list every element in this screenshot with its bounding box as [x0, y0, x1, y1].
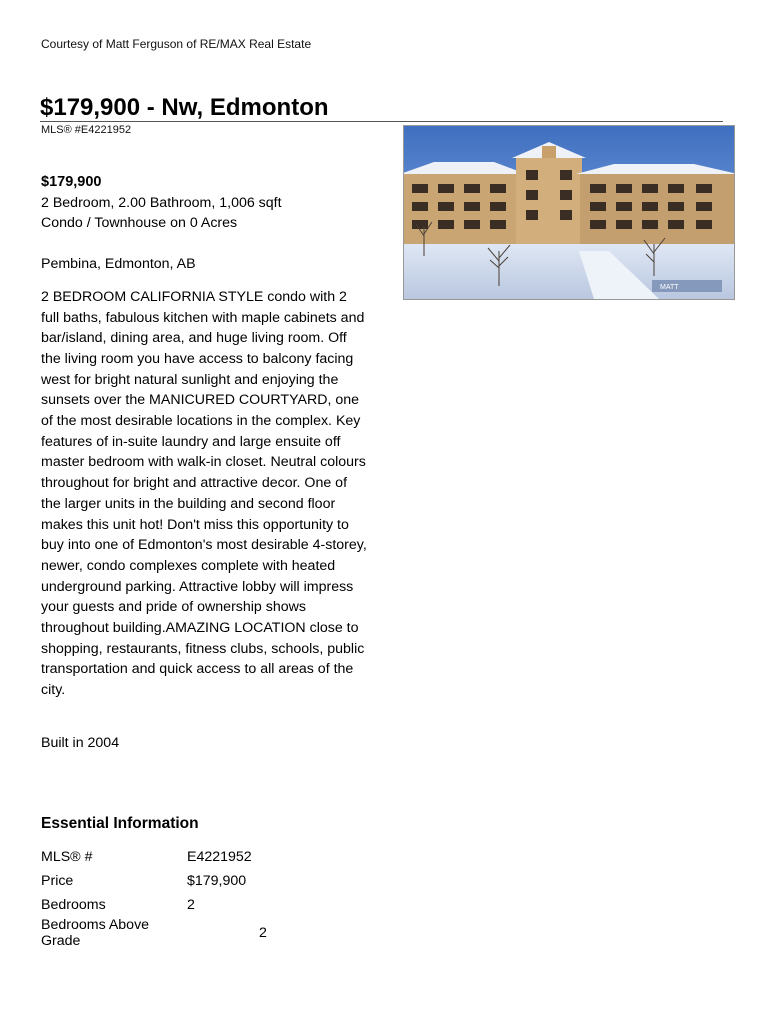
listing-summary — [41, 172, 371, 754]
property-photo — [403, 125, 735, 300]
info-key: Bedrooms Above Grade — [41, 917, 150, 949]
info-key: MLS® # — [41, 849, 93, 865]
condo-building-image — [404, 126, 734, 299]
mls-number: MLS® #E4221952 — [41, 124, 132, 136]
info-value: 2 — [187, 897, 195, 913]
photo-watermark: MATT — [660, 284, 679, 291]
essential-info-table — [41, 845, 267, 949]
table-row — [41, 893, 267, 917]
info-value: 2 — [259, 925, 267, 941]
info-key: Bedrooms — [41, 897, 106, 913]
table-row — [41, 845, 267, 869]
listing-location: Pembina, Edmonton, AB — [41, 256, 196, 273]
listing-type: Condo / Townhouse on 0 Acres — [41, 215, 238, 232]
table-row — [41, 869, 267, 893]
built-year: Built in 2004 — [41, 734, 120, 751]
table-row — [41, 917, 267, 949]
listing-description: 2 BEDROOM CALIFORNIA STYLE condo with 2 full baths, fabulous kitchen with maple cabinets and bar/island, dining area, and huge living room. Off the living room you have access to balcony facing west for bright natural sunlight and enjoying the sunsets over the MANICURED COURTYARD, one of the most desirable locations in the complex. Key features of in-suite laundry and large ensuite off master bedroom with walk-in closet. Neutral colours throughout for bright and attractive decor. One of the larger units in the building and second floor makes this unit hot! Don't miss this opportunity to buy into one of Edmonton's most desirable 4-storey, newer, condo complexes complete with heated underground parking. Attractive lobby will impress your guests and pride of ownership shows throughout building.AMAZING LOCATION close to shopping, restaurants, fitness clubs, schools, public transportation and quick access to all areas of the city. — [41, 288, 367, 699]
essential-info-heading: Essential Information — [41, 815, 199, 832]
listing-price: $179,900 — [41, 174, 102, 190]
listing-title: $179,900 - Nw, Edmonton — [40, 94, 329, 121]
courtesy-line: Courtesy of Matt Ferguson of RE/MAX Real Estate — [41, 37, 312, 51]
listing-specs: 2 Bedroom, 2.00 Bathroom, 1,006 sqft — [41, 194, 282, 211]
info-value: E4221952 — [187, 849, 252, 865]
info-value: $179,900 — [187, 873, 247, 889]
info-key: Price — [41, 873, 74, 889]
title-divider — [40, 121, 723, 122]
